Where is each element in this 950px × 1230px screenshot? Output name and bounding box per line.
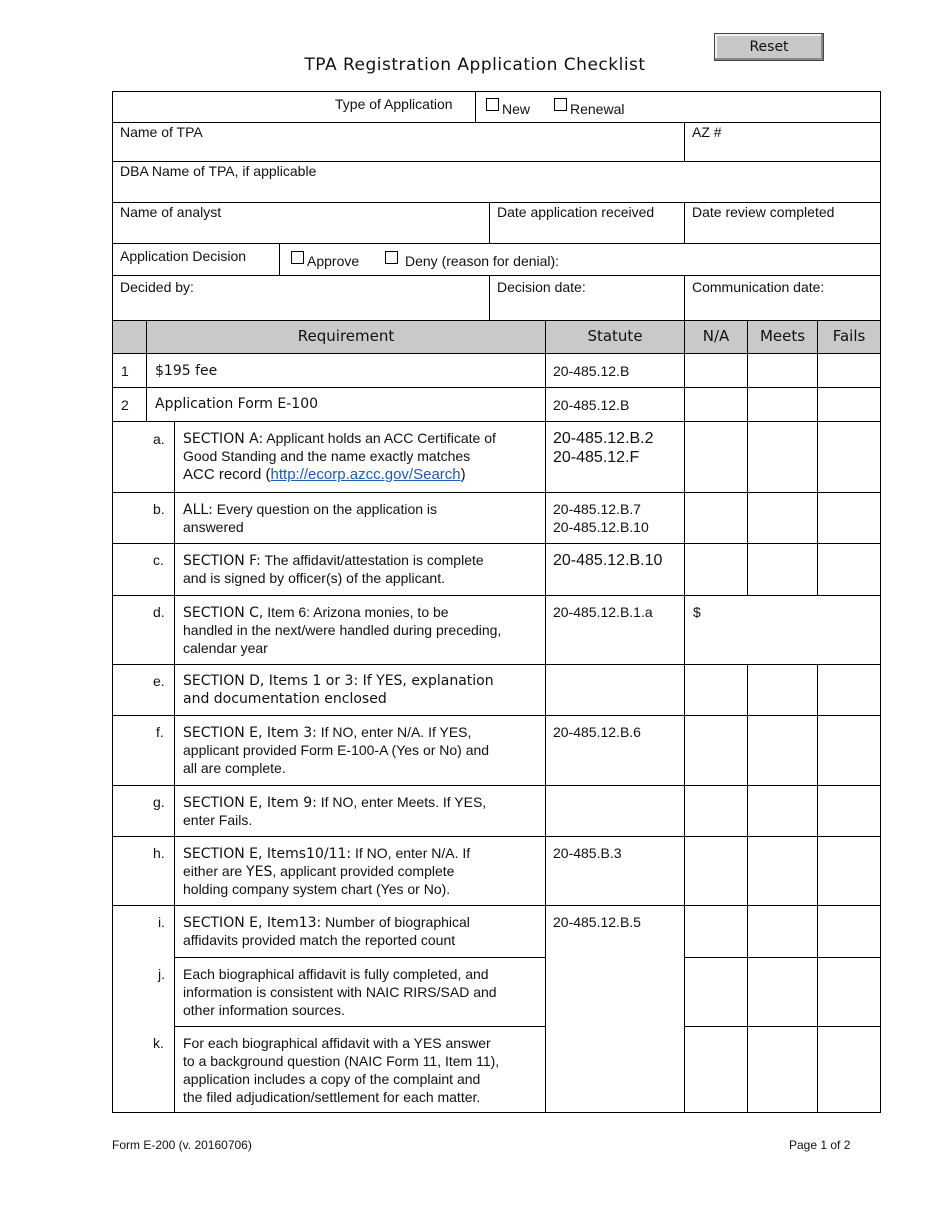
requirement-text: affidavits provided match the reported count: [183, 932, 456, 948]
page-title: TPA Registration Application Checklist: [304, 55, 646, 75]
date-received-label: Date application received: [497, 204, 655, 220]
row-letter: j.: [158, 966, 165, 982]
requirement-text: ACC record (http://ecorp.azcc.gov/Search): [183, 466, 466, 483]
statute-text: 20-485.12.F: [553, 449, 640, 466]
requirement-text: to a background question (NAIC Form 11, Item 11),: [183, 1053, 500, 1069]
statute-column-header: Statute: [587, 327, 643, 345]
requirement-text: calendar year: [183, 640, 268, 656]
name-of-tpa-field[interactable]: [114, 142, 682, 160]
meets-column-header: Meets: [759, 327, 806, 345]
statute-text: 20-485.12.B: [553, 363, 630, 379]
requirement-text: SECTION E, Items10/11: If NO, enter N/A. If: [183, 845, 471, 862]
az-number-field[interactable]: [686, 142, 878, 160]
type-of-application-label: Type of Application: [335, 96, 453, 112]
communication-date-field[interactable]: [686, 298, 878, 318]
row-letter: b.: [153, 501, 165, 517]
requirement-text: handled in the next/were handled during preceding,: [183, 622, 502, 638]
approve-checkbox[interactable]: [291, 251, 304, 264]
requirement-text: information is consistent with NAIC RIRS/SAD and: [183, 984, 497, 1000]
row-letter: c.: [153, 552, 164, 568]
decided-by-field[interactable]: [114, 298, 487, 318]
dba-label: DBA Name of TPA, if applicable: [120, 163, 317, 179]
statute-text: 20-485.12.B.6: [553, 724, 641, 740]
row-letter: k.: [153, 1035, 164, 1051]
statute-text: 20-485.12.B.7: [553, 501, 641, 517]
row-letter: d.: [153, 604, 165, 620]
requirement-text: SECTION F: The affidavit/attestation is complete: [183, 552, 484, 569]
statute-text: 20-485.12.B.1.a: [553, 604, 653, 620]
deny-checkbox[interactable]: [385, 251, 398, 264]
new-checkbox[interactable]: [486, 98, 499, 111]
date-received-field[interactable]: [491, 222, 682, 241]
requirement-text: applicant provided Form E-100-A (Yes or No) and: [183, 742, 490, 758]
row-number: 2: [121, 397, 129, 413]
approve-label: Approve: [307, 253, 360, 269]
requirement-text: Each biographical affidavit is fully completed, and: [183, 966, 489, 982]
statute-text: 20-485.12.B: [553, 397, 630, 413]
requirement-text: either are YES, applicant provided complete: [183, 863, 455, 880]
dba-field[interactable]: [114, 182, 878, 200]
row-letter: g.: [153, 794, 165, 810]
requirement-text: SECTION E, Item13: Number of biographical: [183, 914, 470, 931]
requirement-text: For each biographical affidavit with a YES answer: [183, 1035, 491, 1051]
date-completed-label: Date review completed: [692, 204, 835, 220]
analyst-field[interactable]: [114, 222, 487, 241]
na-column-header: N/A: [702, 327, 730, 345]
date-completed-field[interactable]: [686, 222, 878, 241]
row-letter: i.: [158, 914, 165, 930]
requirement-text: SECTION E, Item 9: If NO, enter Meets. If YES,: [183, 794, 487, 811]
deny-reason-field[interactable]: [580, 248, 878, 272]
row-letter: f.: [156, 724, 164, 740]
requirement-text: answered: [183, 519, 244, 535]
renewal-checkbox[interactable]: [554, 98, 567, 111]
statute-text: 20-485.12.B.10: [553, 552, 663, 569]
fails-column-header: Fails: [832, 327, 866, 345]
application-decision-label: Application Decision: [120, 248, 247, 264]
requirement-text: SECTION C, Item 6: Arizona monies, to be: [183, 604, 449, 621]
row-number: 1: [121, 363, 129, 379]
az-number-label: AZ #: [692, 124, 722, 140]
statute-text: 20-485.B.3: [553, 845, 622, 861]
requirement-text: Good Standing and the name exactly matches: [183, 448, 471, 464]
requirement-text: all are complete.: [183, 760, 286, 776]
reset-button[interactable]: Reset: [714, 33, 824, 61]
analyst-label: Name of analyst: [120, 204, 222, 220]
requirement-text: other information sources.: [183, 1002, 345, 1018]
name-of-tpa-label: Name of TPA: [120, 124, 203, 140]
statute-text: 20-485.12.B.10: [553, 519, 649, 535]
requirement-text: and documentation enclosed: [183, 691, 387, 707]
decision-date-label: Decision date:: [497, 279, 586, 295]
requirement-text: ALL: Every question on the application is: [183, 501, 438, 518]
renewal-label: Renewal: [570, 101, 625, 117]
statute-text: 20-485.12.B.2: [553, 430, 654, 447]
requirement-text: Application Form E-100: [155, 396, 319, 412]
deny-label: Deny (reason for denial):: [405, 253, 560, 269]
decided-by-label: Decided by:: [120, 279, 194, 295]
page-number: Page 1 of 2: [789, 1138, 851, 1152]
requirement-text: SECTION D, Items 1 or 3: If YES, explanation: [183, 673, 494, 689]
communication-date-label: Communication date:: [692, 279, 825, 295]
new-label: New: [502, 101, 531, 117]
requirement-column-header: Requirement: [297, 327, 395, 345]
requirement-text: SECTION E, Item 3: If NO, enter N/A. If YES,: [183, 724, 472, 741]
form-version: Form E-200 (v. 20160706): [112, 1138, 252, 1152]
requirement-text: $195 fee: [155, 363, 218, 379]
row-letter: a.: [153, 431, 165, 447]
arizona-monies-amount[interactable]: $: [693, 604, 701, 620]
requirement-text: and is signed by officer(s) of the applicant.: [183, 570, 446, 586]
requirement-text: SECTION A: Applicant holds an ACC Certificate of: [183, 430, 496, 447]
requirement-text: holding company system chart (Yes or No).: [183, 881, 451, 897]
decision-date-field[interactable]: [491, 298, 682, 318]
requirement-text: application includes a copy of the complaint and: [183, 1071, 481, 1087]
statute-text: 20-485.12.B.5: [553, 914, 641, 930]
row-letter: h.: [153, 845, 165, 861]
requirement-text: the filed adjudication/settlement for each matter.: [183, 1089, 481, 1105]
acc-search-link[interactable]: http://ecorp.azcc.gov/Search: [270, 466, 461, 483]
requirement-text: enter Fails.: [183, 812, 253, 828]
row-letter: e.: [153, 673, 165, 689]
